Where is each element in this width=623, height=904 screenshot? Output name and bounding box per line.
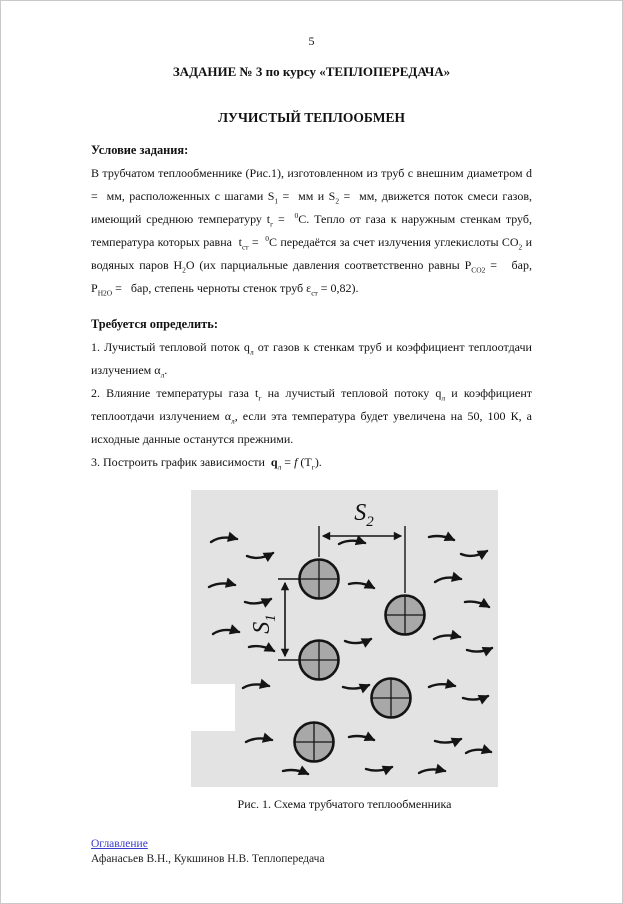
page-number: 5 [308,34,315,48]
task-item-1: 1. Лучистый тепловой поток $q_л$ от газов к стенкам труб и коэффициент теплоотдачи излучением $\alpha_л$. [91,340,532,380]
tube-icon [372,679,411,718]
page-content [1,139,622,474]
s2-dimension-label: $S_2$ [354,500,374,530]
heat-exchanger-figure [191,490,498,787]
condition-paragraph: В трубчатом теплообменнике (Рис.1), изготовленном из труб с внешним диаметром d = мм, расположенных с шагами $S_1$ = мм и $S_2$ = мм, движется поток смеси газов, имеющий среднюю температуру $t_г = ^0С$. Тепло от газа к наружным стенкам труб, температура которых равна $t_{ст} = ^0С$ передаётся за счет излучения углекислоты $СО_2$ и водяных паров $Н_2О$ (их парциальные давления соответственно равны $Р_{СО2}$ = бар, $Р_{Н2О}$ = бар, степень черноты стенок труб $\varepsilon_{ст} = 0,82$). [91,166,533,298]
task-item-2: 2. Влияние температуры газа $t_г$ на лучистый тепловой потоку $q_л$ и коэффициент теплоотдачи излучением $\alpha_л$, если эта температура будет увеличена на 50, 100 К, а исходные данные останутся прежними. [91,386,533,446]
book-reference: Афанасьев В.Н., Кукшинов Н.В. Теплопередача [91,853,325,865]
tube-icon [386,596,425,635]
tube-icon [300,560,339,599]
figure-caption: Рис. 1. Схема трубчатого теплообменника [237,797,452,811]
required-label: Требуется определить: [91,317,218,331]
task-item-3: 3. Построить график зависимости $q_л = f$ $(T_г)$. [91,455,322,472]
section-heading: ЛУЧИСТЫЙ ТЕПЛООБМЕН [217,110,405,125]
toc-link[interactable]: Оглавление [91,838,148,850]
assignment-title: ЗАДАНИЕ № 3 по курсу «ТЕПЛОПЕРЕДАЧА» [172,64,451,79]
tube-icon [300,641,339,680]
figure-block [191,490,498,812]
tube-icon [295,723,334,762]
s1-dimension-label: $S_1$ [249,614,279,634]
page-footer [91,837,325,866]
figure-white-notch [191,684,235,731]
condition-label: Условие задания: [91,143,189,157]
